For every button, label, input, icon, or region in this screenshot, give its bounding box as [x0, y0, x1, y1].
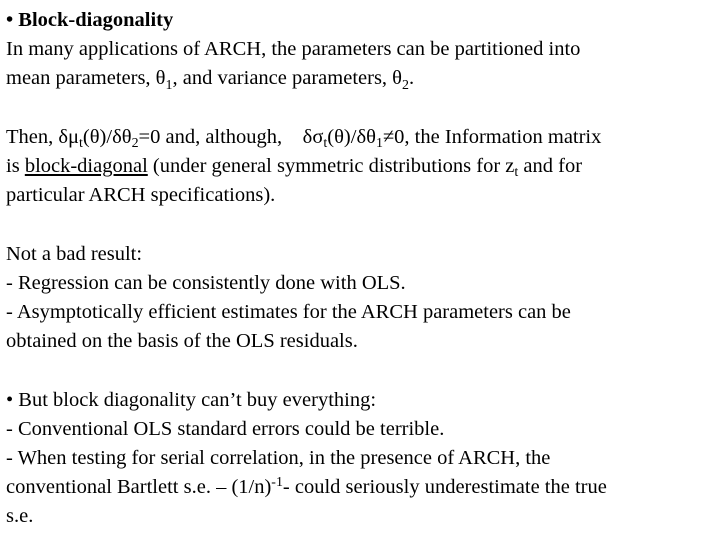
subscript: t — [514, 165, 519, 181]
superscript: -1 — [271, 474, 283, 490]
text-fragment: and for — [518, 155, 583, 177]
text-fragment: mean parameters, θ — [6, 67, 166, 90]
slide-content — [6, 6, 714, 532]
text-fragment: Then, δμ — [6, 125, 80, 148]
subscript: 2 — [402, 77, 409, 93]
block-diagonality-heading: • Block-diagonality — [6, 9, 174, 31]
text-fragment: (θ)/δθ — [327, 125, 376, 148]
paragraph-line: • But block diagonality can’t buy everything: — [6, 388, 377, 411]
text-fragment: . — [408, 67, 415, 90]
paragraph-line: particular ARCH specifications). — [6, 184, 276, 207]
paragraph-line: - Conventional OLS standard errors could be terrible. — [6, 417, 445, 440]
spacer — [6, 356, 714, 385]
spacer — [6, 210, 714, 239]
spacer — [6, 94, 714, 123]
paragraph-line: - When testing for serial correlation, in the presence of ARCH, the — [6, 447, 551, 469]
paragraph-line — [6, 152, 714, 181]
paragraph-line: In many applications of ARCH, the parameters can be partitioned into — [6, 38, 581, 61]
text-fragment: is — [6, 155, 25, 177]
paragraph-line — [6, 123, 714, 152]
paragraph-line: - Regression can be consistently done with OLS. — [6, 271, 406, 294]
paragraph-line: obtained on the basis of the OLS residuals. — [6, 330, 358, 353]
text-fragment: (under general symmetric distributions for z — [147, 155, 515, 177]
subscript: 1 — [375, 135, 383, 151]
paragraph-line — [6, 473, 714, 502]
subscript: 2 — [131, 135, 139, 151]
paragraph-line: - Asymptotically efficient estimates for the ARCH parameters can be — [6, 301, 571, 323]
text-fragment: =0 and, although, δσ — [138, 125, 324, 148]
paragraph-line: Not a bad result: — [6, 242, 143, 265]
text-fragment: (θ)/δθ — [82, 125, 132, 148]
text-fragment: - could seriously underestimate the true — [282, 476, 607, 499]
text-fragment: ≠0, the Information matrix — [382, 125, 602, 148]
subscript: 1 — [165, 77, 173, 93]
text-fragment: , and variance parameters, θ — [172, 67, 402, 90]
paragraph-line: s.e. — [6, 505, 34, 528]
paragraph-line — [6, 64, 714, 93]
subscript: t — [323, 135, 328, 151]
block-diagonal-link[interactable]: block-diagonal — [24, 155, 148, 177]
subscript: t — [79, 135, 83, 151]
text-fragment: conventional Bartlett s.e. – (1/n) — [6, 476, 272, 499]
